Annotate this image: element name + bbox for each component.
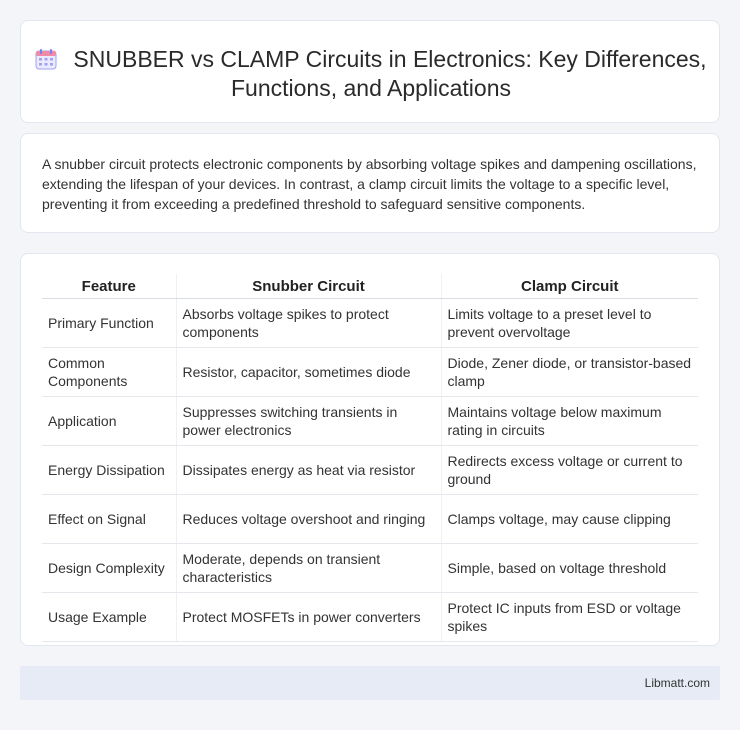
clamp-cell: Redirects excess voltage or current to ground xyxy=(441,445,698,494)
title-card xyxy=(20,20,720,123)
clamp-cell: Limits voltage to a preset level to prevent overvoltage xyxy=(441,298,698,347)
clamp-cell: Simple, based on voltage threshold xyxy=(441,543,698,592)
title-text: SNUBBER vs CLAMP Circuits in Electronics: Key Differences, Functions, and Applications xyxy=(73,46,707,101)
comparison-table-card xyxy=(20,253,720,646)
page-title xyxy=(21,45,721,103)
header-clamp: Clamp Circuit xyxy=(441,274,698,298)
feature-cell: Design Complexity xyxy=(42,543,176,592)
footer-bar xyxy=(20,666,720,700)
comparison-table xyxy=(42,274,698,642)
feature-cell: Effect on Signal xyxy=(42,494,176,543)
clamp-cell: Clamps voltage, may cause clipping xyxy=(441,494,698,543)
table-row xyxy=(42,298,698,347)
clamp-cell: Diode, Zener diode, or transistor-based clamp xyxy=(441,347,698,396)
clamp-cell: Protect IC inputs from ESD or voltage spikes xyxy=(441,592,698,641)
snubber-cell: Reduces voltage overshoot and ringing xyxy=(176,494,441,543)
clamp-cell: Maintains voltage below maximum rating in circuits xyxy=(441,396,698,445)
footer-site-link[interactable]: Libmatt.com xyxy=(644,676,710,690)
snubber-cell: Protect MOSFETs in power converters xyxy=(176,592,441,641)
calendar-icon xyxy=(35,48,57,70)
table-row xyxy=(42,396,698,445)
header-feature: Feature xyxy=(42,274,176,298)
feature-cell: Application xyxy=(42,396,176,445)
header-snubber: Snubber Circuit xyxy=(176,274,441,298)
table-row xyxy=(42,494,698,543)
feature-cell: Common Components xyxy=(42,347,176,396)
snubber-cell: Resistor, capacitor, sometimes diode xyxy=(176,347,441,396)
snubber-cell: Suppresses switching transients in power electronics xyxy=(176,396,441,445)
intro-card xyxy=(20,133,720,233)
table-row xyxy=(42,445,698,494)
table-row xyxy=(42,592,698,641)
feature-cell: Primary Function xyxy=(42,298,176,347)
feature-cell: Usage Example xyxy=(42,592,176,641)
snubber-cell: Absorbs voltage spikes to protect components xyxy=(176,298,441,347)
snubber-cell: Dissipates energy as heat via resistor xyxy=(176,445,441,494)
snubber-cell: Moderate, depends on transient characteristics xyxy=(176,543,441,592)
table-header-row xyxy=(42,274,698,298)
table-row xyxy=(42,347,698,396)
intro-paragraph: A snubber circuit protects electronic components by absorbing voltage spikes and dampening oscillations, extending the lifespan of your devices. In contrast, a clamp circuit limits the voltage to a specific level, preventing it from exceeding a predefined threshold to safeguard sensitive components. xyxy=(42,156,697,212)
feature-cell: Energy Dissipation xyxy=(42,445,176,494)
table-row xyxy=(42,543,698,592)
